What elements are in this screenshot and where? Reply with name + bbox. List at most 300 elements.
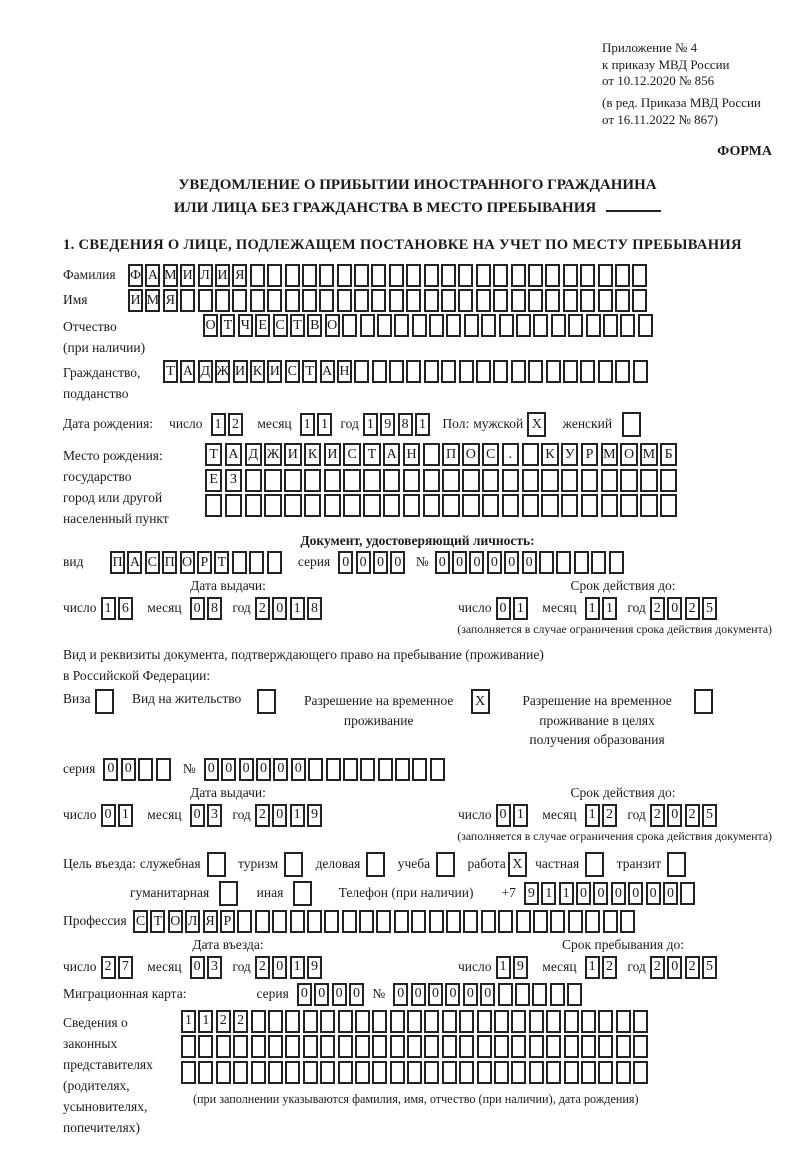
char-cell[interactable]: С bbox=[145, 551, 160, 574]
char-cell[interactable]: 0 bbox=[338, 551, 353, 574]
char-cell[interactable] bbox=[476, 264, 491, 287]
char-cell[interactable] bbox=[181, 1061, 196, 1084]
char-cell[interactable] bbox=[598, 360, 613, 383]
char-cell[interactable]: 1 bbox=[300, 413, 315, 436]
char-cell[interactable]: Б bbox=[660, 443, 677, 466]
char-cell[interactable]: 0 bbox=[480, 983, 495, 1006]
char-cell[interactable] bbox=[581, 1010, 596, 1033]
char-cell[interactable] bbox=[516, 910, 531, 933]
char-cell[interactable]: 0 bbox=[496, 804, 511, 827]
char-cell[interactable] bbox=[545, 289, 560, 312]
char-cell[interactable] bbox=[233, 1061, 248, 1084]
char-cell[interactable]: 1 bbox=[585, 804, 600, 827]
char-cell[interactable] bbox=[284, 494, 301, 517]
char-cell[interactable] bbox=[633, 1035, 648, 1058]
char-cell[interactable] bbox=[429, 314, 444, 337]
char-cell[interactable] bbox=[198, 1061, 213, 1084]
char-cell[interactable] bbox=[459, 1035, 474, 1058]
char-cell[interactable] bbox=[546, 1061, 561, 1084]
char-cell[interactable]: 0 bbox=[646, 882, 661, 905]
char-cell[interactable] bbox=[326, 758, 341, 781]
char-cell[interactable]: Ф bbox=[128, 264, 143, 287]
char-cell[interactable] bbox=[302, 289, 317, 312]
char-cell[interactable]: К bbox=[304, 443, 321, 466]
char-cell[interactable] bbox=[446, 314, 461, 337]
char-cell[interactable] bbox=[580, 264, 595, 287]
char-cell[interactable] bbox=[477, 1010, 492, 1033]
char-cell[interactable] bbox=[493, 289, 508, 312]
char-cell[interactable] bbox=[406, 264, 421, 287]
char-cell[interactable]: 2 bbox=[101, 956, 116, 979]
checkbox-tourism[interactable] bbox=[284, 852, 303, 877]
char-cell[interactable] bbox=[395, 758, 410, 781]
char-cell[interactable] bbox=[251, 1035, 266, 1058]
char-cell[interactable] bbox=[502, 494, 519, 517]
char-cell[interactable] bbox=[319, 289, 334, 312]
char-cell[interactable]: 0 bbox=[496, 597, 511, 620]
char-cell[interactable] bbox=[225, 494, 242, 517]
char-cell[interactable]: 0 bbox=[332, 983, 347, 1006]
char-cell[interactable] bbox=[285, 289, 300, 312]
char-cell[interactable]: 2 bbox=[650, 597, 665, 620]
char-cell[interactable]: 1 bbox=[290, 804, 305, 827]
char-cell[interactable] bbox=[198, 289, 213, 312]
char-cell[interactable] bbox=[424, 1035, 439, 1058]
char-cell[interactable]: Ч bbox=[238, 314, 253, 337]
char-cell[interactable]: 9 bbox=[513, 956, 528, 979]
char-cell[interactable] bbox=[633, 360, 648, 383]
char-cell[interactable] bbox=[156, 758, 171, 781]
char-cell[interactable] bbox=[680, 882, 695, 905]
char-cell[interactable] bbox=[585, 910, 600, 933]
char-cell[interactable]: 7 bbox=[118, 956, 133, 979]
char-cell[interactable]: 0 bbox=[411, 983, 426, 1006]
char-cell[interactable] bbox=[355, 1061, 370, 1084]
char-cell[interactable] bbox=[581, 494, 598, 517]
checkbox-visa[interactable] bbox=[95, 689, 114, 714]
char-cell[interactable] bbox=[216, 1061, 231, 1084]
char-cell[interactable]: 0 bbox=[576, 882, 591, 905]
char-cell[interactable] bbox=[462, 469, 479, 492]
char-cell[interactable]: 1 bbox=[513, 597, 528, 620]
char-cell[interactable] bbox=[458, 289, 473, 312]
char-cell[interactable] bbox=[406, 289, 421, 312]
char-cell[interactable]: 0 bbox=[101, 804, 116, 827]
char-cell[interactable]: М bbox=[601, 443, 618, 466]
char-cell[interactable] bbox=[371, 289, 386, 312]
char-cell[interactable] bbox=[620, 910, 635, 933]
char-cell[interactable]: 0 bbox=[273, 758, 288, 781]
char-cell[interactable] bbox=[482, 469, 499, 492]
char-cell[interactable]: 1 bbox=[585, 597, 600, 620]
char-cell[interactable] bbox=[343, 469, 360, 492]
char-cell[interactable] bbox=[545, 264, 560, 287]
char-cell[interactable]: И bbox=[215, 264, 230, 287]
char-cell[interactable] bbox=[342, 910, 357, 933]
char-cell[interactable] bbox=[284, 469, 301, 492]
char-cell[interactable]: А bbox=[180, 360, 195, 383]
char-cell[interactable]: 1 bbox=[290, 956, 305, 979]
char-cell[interactable]: 1 bbox=[415, 413, 430, 436]
char-cell[interactable] bbox=[561, 494, 578, 517]
char-cell[interactable]: О bbox=[325, 314, 340, 337]
char-cell[interactable]: А bbox=[145, 264, 160, 287]
char-cell[interactable]: Л bbox=[185, 910, 200, 933]
char-cell[interactable]: 2 bbox=[602, 956, 617, 979]
char-cell[interactable] bbox=[319, 264, 334, 287]
char-cell[interactable]: 0 bbox=[667, 597, 682, 620]
char-cell[interactable] bbox=[660, 494, 677, 517]
char-cell[interactable]: 2 bbox=[685, 804, 700, 827]
char-cell[interactable] bbox=[378, 758, 393, 781]
char-cell[interactable] bbox=[529, 1010, 544, 1033]
char-cell[interactable] bbox=[302, 264, 317, 287]
char-cell[interactable] bbox=[424, 360, 439, 383]
char-cell[interactable] bbox=[412, 314, 427, 337]
char-cell[interactable]: С bbox=[482, 443, 499, 466]
char-cell[interactable] bbox=[546, 1035, 561, 1058]
char-cell[interactable] bbox=[394, 910, 409, 933]
char-cell[interactable] bbox=[430, 758, 445, 781]
char-cell[interactable]: Р bbox=[220, 910, 235, 933]
char-cell[interactable]: Ж bbox=[264, 443, 281, 466]
char-cell[interactable]: О bbox=[203, 314, 218, 337]
char-cell[interactable] bbox=[338, 1035, 353, 1058]
char-cell[interactable] bbox=[603, 910, 618, 933]
char-cell[interactable]: О bbox=[168, 910, 183, 933]
char-cell[interactable]: 0 bbox=[103, 758, 118, 781]
char-cell[interactable]: Л bbox=[198, 264, 213, 287]
char-cell[interactable] bbox=[372, 1061, 387, 1084]
char-cell[interactable]: 0 bbox=[667, 956, 682, 979]
char-cell[interactable] bbox=[232, 289, 247, 312]
char-cell[interactable] bbox=[459, 360, 474, 383]
char-cell[interactable]: Я bbox=[163, 289, 178, 312]
char-cell[interactable] bbox=[541, 469, 558, 492]
char-cell[interactable]: 6 bbox=[118, 597, 133, 620]
char-cell[interactable] bbox=[522, 469, 539, 492]
char-cell[interactable]: Т bbox=[205, 443, 222, 466]
char-cell[interactable] bbox=[390, 1035, 405, 1058]
char-cell[interactable]: 1 bbox=[363, 413, 378, 436]
char-cell[interactable] bbox=[463, 910, 478, 933]
checkbox-humanitarian[interactable] bbox=[219, 881, 238, 906]
char-cell[interactable] bbox=[458, 264, 473, 287]
char-cell[interactable] bbox=[267, 264, 282, 287]
char-cell[interactable] bbox=[459, 1010, 474, 1033]
char-cell[interactable] bbox=[251, 1061, 266, 1084]
checkbox-work[interactable]: X bbox=[508, 852, 527, 877]
char-cell[interactable] bbox=[516, 314, 531, 337]
char-cell[interactable] bbox=[498, 910, 513, 933]
char-cell[interactable] bbox=[285, 1061, 300, 1084]
char-cell[interactable]: К bbox=[250, 360, 265, 383]
char-cell[interactable] bbox=[423, 443, 440, 466]
char-cell[interactable] bbox=[245, 469, 262, 492]
char-cell[interactable] bbox=[477, 1061, 492, 1084]
char-cell[interactable] bbox=[372, 1010, 387, 1033]
checkbox-study[interactable] bbox=[436, 852, 455, 877]
char-cell[interactable]: М bbox=[640, 443, 657, 466]
char-cell[interactable] bbox=[494, 1010, 509, 1033]
char-cell[interactable] bbox=[616, 1061, 631, 1084]
char-cell[interactable] bbox=[303, 1010, 318, 1033]
char-cell[interactable] bbox=[371, 264, 386, 287]
char-cell[interactable]: 1 bbox=[559, 882, 574, 905]
char-cell[interactable]: В bbox=[307, 314, 322, 337]
char-cell[interactable]: С bbox=[343, 443, 360, 466]
char-cell[interactable] bbox=[528, 289, 543, 312]
char-cell[interactable]: М bbox=[145, 289, 160, 312]
char-cell[interactable] bbox=[198, 1035, 213, 1058]
char-cell[interactable] bbox=[337, 264, 352, 287]
char-cell[interactable]: О bbox=[462, 443, 479, 466]
char-cell[interactable] bbox=[550, 983, 565, 1006]
char-cell[interactable] bbox=[272, 910, 287, 933]
char-cell[interactable] bbox=[290, 910, 305, 933]
char-cell[interactable]: Ж bbox=[215, 360, 230, 383]
char-cell[interactable] bbox=[561, 469, 578, 492]
char-cell[interactable] bbox=[233, 1035, 248, 1058]
char-cell[interactable] bbox=[338, 1010, 353, 1033]
char-cell[interactable] bbox=[389, 289, 404, 312]
char-cell[interactable] bbox=[285, 1010, 300, 1033]
char-cell[interactable] bbox=[603, 314, 618, 337]
char-cell[interactable]: 0 bbox=[272, 956, 287, 979]
char-cell[interactable] bbox=[424, 1061, 439, 1084]
char-cell[interactable]: 1 bbox=[602, 597, 617, 620]
char-cell[interactable] bbox=[337, 289, 352, 312]
char-cell[interactable] bbox=[407, 1035, 422, 1058]
checkbox-edu-residence[interactable] bbox=[694, 689, 713, 714]
char-cell[interactable] bbox=[581, 469, 598, 492]
char-cell[interactable] bbox=[539, 551, 554, 574]
char-cell[interactable] bbox=[615, 360, 630, 383]
char-cell[interactable]: 0 bbox=[221, 758, 236, 781]
char-cell[interactable] bbox=[390, 1010, 405, 1033]
char-cell[interactable] bbox=[640, 494, 657, 517]
char-cell[interactable] bbox=[216, 1035, 231, 1058]
char-cell[interactable] bbox=[441, 360, 456, 383]
char-cell[interactable] bbox=[442, 494, 459, 517]
char-cell[interactable] bbox=[546, 1010, 561, 1033]
char-cell[interactable] bbox=[546, 360, 561, 383]
char-cell[interactable] bbox=[255, 910, 270, 933]
char-cell[interactable]: 0 bbox=[452, 551, 467, 574]
char-cell[interactable]: 1 bbox=[290, 597, 305, 620]
char-cell[interactable]: 0 bbox=[272, 804, 287, 827]
char-cell[interactable] bbox=[564, 1010, 579, 1033]
char-cell[interactable]: К bbox=[541, 443, 558, 466]
char-cell[interactable]: 0 bbox=[356, 551, 371, 574]
char-cell[interactable]: Т bbox=[214, 551, 229, 574]
char-cell[interactable] bbox=[267, 551, 282, 574]
char-cell[interactable]: 1 bbox=[101, 597, 116, 620]
char-cell[interactable]: Е bbox=[255, 314, 270, 337]
char-cell[interactable] bbox=[633, 1010, 648, 1033]
char-cell[interactable] bbox=[574, 551, 589, 574]
char-cell[interactable] bbox=[564, 1035, 579, 1058]
char-cell[interactable] bbox=[660, 469, 677, 492]
char-cell[interactable] bbox=[446, 910, 461, 933]
char-cell[interactable] bbox=[459, 1061, 474, 1084]
char-cell[interactable] bbox=[268, 1061, 283, 1084]
char-cell[interactable] bbox=[180, 289, 195, 312]
char-cell[interactable] bbox=[532, 983, 547, 1006]
char-cell[interactable] bbox=[359, 910, 374, 933]
char-cell[interactable] bbox=[308, 758, 323, 781]
char-cell[interactable]: М bbox=[163, 264, 178, 287]
char-cell[interactable] bbox=[598, 289, 613, 312]
char-cell[interactable] bbox=[498, 983, 513, 1006]
char-cell[interactable] bbox=[638, 314, 653, 337]
char-cell[interactable]: 0 bbox=[291, 758, 306, 781]
char-cell[interactable]: Р bbox=[581, 443, 598, 466]
char-cell[interactable]: 0 bbox=[373, 551, 388, 574]
char-cell[interactable]: 0 bbox=[435, 551, 450, 574]
char-cell[interactable]: 0 bbox=[314, 983, 329, 1006]
char-cell[interactable] bbox=[343, 758, 358, 781]
char-cell[interactable] bbox=[363, 494, 380, 517]
char-cell[interactable] bbox=[476, 289, 491, 312]
char-cell[interactable] bbox=[615, 264, 630, 287]
char-cell[interactable] bbox=[528, 360, 543, 383]
char-cell[interactable]: С bbox=[285, 360, 300, 383]
char-cell[interactable]: Т bbox=[290, 314, 305, 337]
char-cell[interactable] bbox=[394, 314, 409, 337]
char-cell[interactable] bbox=[633, 1061, 648, 1084]
char-cell[interactable] bbox=[464, 314, 479, 337]
checkbox-female[interactable] bbox=[622, 412, 641, 437]
char-cell[interactable] bbox=[264, 494, 281, 517]
char-cell[interactable] bbox=[620, 494, 637, 517]
char-cell[interactable] bbox=[250, 289, 265, 312]
char-cell[interactable] bbox=[403, 494, 420, 517]
char-cell[interactable]: Д bbox=[245, 443, 262, 466]
char-cell[interactable]: Т bbox=[220, 314, 235, 337]
char-cell[interactable]: 0 bbox=[628, 882, 643, 905]
char-cell[interactable]: 0 bbox=[667, 804, 682, 827]
char-cell[interactable] bbox=[383, 494, 400, 517]
char-cell[interactable]: 0 bbox=[522, 551, 537, 574]
char-cell[interactable]: 0 bbox=[190, 956, 205, 979]
char-cell[interactable] bbox=[601, 494, 618, 517]
char-cell[interactable] bbox=[563, 360, 578, 383]
char-cell[interactable]: Т bbox=[163, 360, 178, 383]
char-cell[interactable]: 8 bbox=[207, 597, 222, 620]
char-cell[interactable] bbox=[307, 910, 322, 933]
char-cell[interactable]: Р bbox=[197, 551, 212, 574]
char-cell[interactable]: 2 bbox=[255, 597, 270, 620]
char-cell[interactable] bbox=[499, 314, 514, 337]
char-cell[interactable] bbox=[181, 1035, 196, 1058]
char-cell[interactable]: . bbox=[502, 443, 519, 466]
char-cell[interactable]: 0 bbox=[393, 983, 408, 1006]
char-cell[interactable] bbox=[616, 1010, 631, 1033]
char-cell[interactable] bbox=[515, 983, 530, 1006]
char-cell[interactable] bbox=[232, 551, 247, 574]
char-cell[interactable] bbox=[442, 1061, 457, 1084]
char-cell[interactable]: 2 bbox=[255, 956, 270, 979]
char-cell[interactable]: 1 bbox=[496, 956, 511, 979]
char-cell[interactable] bbox=[390, 1061, 405, 1084]
char-cell[interactable]: 0 bbox=[663, 882, 678, 905]
char-cell[interactable] bbox=[285, 264, 300, 287]
char-cell[interactable] bbox=[511, 1010, 526, 1033]
char-cell[interactable] bbox=[529, 1061, 544, 1084]
char-cell[interactable] bbox=[403, 469, 420, 492]
char-cell[interactable]: 0 bbox=[428, 983, 443, 1006]
char-cell[interactable] bbox=[245, 494, 262, 517]
char-cell[interactable]: А bbox=[383, 443, 400, 466]
char-cell[interactable]: 0 bbox=[611, 882, 626, 905]
char-cell[interactable] bbox=[304, 494, 321, 517]
char-cell[interactable]: 2 bbox=[228, 413, 243, 436]
char-cell[interactable]: О bbox=[620, 443, 637, 466]
char-cell[interactable]: 8 bbox=[398, 413, 413, 436]
char-cell[interactable] bbox=[620, 469, 637, 492]
char-cell[interactable] bbox=[581, 1035, 596, 1058]
char-cell[interactable] bbox=[406, 360, 421, 383]
char-cell[interactable] bbox=[324, 494, 341, 517]
char-cell[interactable]: 0 bbox=[256, 758, 271, 781]
char-cell[interactable]: Д bbox=[198, 360, 213, 383]
char-cell[interactable] bbox=[528, 264, 543, 287]
char-cell[interactable]: И bbox=[180, 264, 195, 287]
char-cell[interactable] bbox=[598, 1061, 613, 1084]
char-cell[interactable]: 1 bbox=[585, 956, 600, 979]
char-cell[interactable]: 5 bbox=[702, 597, 717, 620]
char-cell[interactable] bbox=[354, 264, 369, 287]
char-cell[interactable]: 0 bbox=[487, 551, 502, 574]
char-cell[interactable] bbox=[567, 983, 582, 1006]
char-cell[interactable] bbox=[522, 494, 539, 517]
char-cell[interactable]: 3 bbox=[207, 956, 222, 979]
char-cell[interactable]: С bbox=[273, 314, 288, 337]
char-cell[interactable]: 9 bbox=[524, 882, 539, 905]
char-cell[interactable] bbox=[355, 1035, 370, 1058]
checkbox-business[interactable] bbox=[366, 852, 385, 877]
char-cell[interactable]: 2 bbox=[685, 956, 700, 979]
char-cell[interactable] bbox=[424, 264, 439, 287]
char-cell[interactable] bbox=[591, 551, 606, 574]
char-cell[interactable] bbox=[551, 314, 566, 337]
char-cell[interactable] bbox=[303, 1061, 318, 1084]
char-cell[interactable] bbox=[511, 360, 526, 383]
char-cell[interactable] bbox=[249, 551, 264, 574]
char-cell[interactable] bbox=[598, 264, 613, 287]
char-cell[interactable]: С bbox=[133, 910, 148, 933]
char-cell[interactable] bbox=[354, 360, 369, 383]
char-cell[interactable] bbox=[423, 469, 440, 492]
char-cell[interactable]: 5 bbox=[702, 804, 717, 827]
char-cell[interactable] bbox=[215, 289, 230, 312]
char-cell[interactable]: 0 bbox=[593, 882, 608, 905]
char-cell[interactable] bbox=[320, 1061, 335, 1084]
char-cell[interactable] bbox=[324, 910, 339, 933]
char-cell[interactable]: 0 bbox=[504, 551, 519, 574]
char-cell[interactable] bbox=[511, 264, 526, 287]
char-cell[interactable]: И bbox=[267, 360, 282, 383]
checkbox-private[interactable] bbox=[585, 852, 604, 877]
char-cell[interactable] bbox=[354, 289, 369, 312]
char-cell[interactable] bbox=[522, 443, 539, 466]
char-cell[interactable] bbox=[441, 289, 456, 312]
checkbox-transit[interactable] bbox=[667, 852, 686, 877]
char-cell[interactable] bbox=[640, 469, 657, 492]
char-cell[interactable] bbox=[303, 1035, 318, 1058]
char-cell[interactable] bbox=[363, 469, 380, 492]
